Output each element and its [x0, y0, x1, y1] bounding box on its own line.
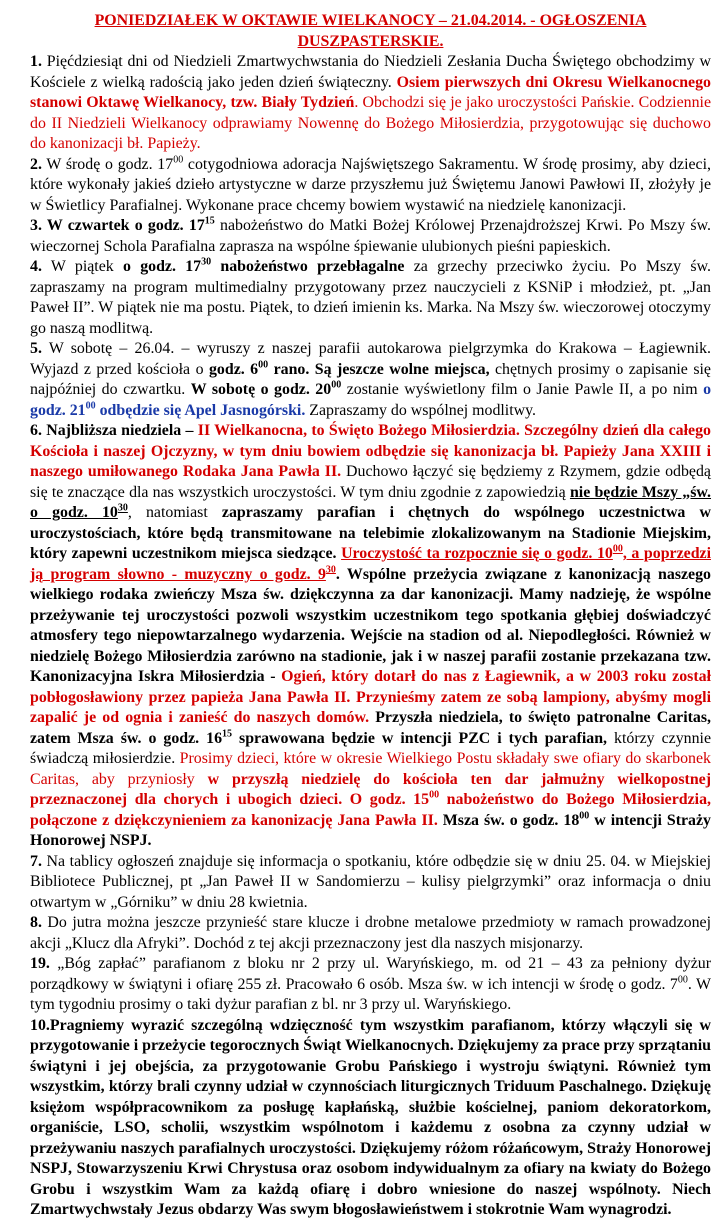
red-bold-text: nabożeństwo do Bożego Miłosierdzia, połączone z dziękczynieniem za kanonizację Jana Pawła II. — [30, 791, 711, 829]
announcement-3 — [30, 216, 711, 257]
item-number: 5. — [30, 340, 42, 357]
announcement-2 — [30, 155, 711, 217]
text: Duchowo łączyć się będziemy z Rzymem, gdzie odbędą się te znaczące dla nas wszystkich uroczystości. W tym dniu zgodnie z zapowiedzią — [30, 463, 711, 501]
bold-text: w intencji Straży Honorowej NSPJ. — [30, 811, 712, 849]
text: którzy czynnie świadczą miłosierdzie. — [30, 729, 712, 767]
announcement-19 — [30, 954, 711, 1016]
bold-text: nabożeństwo przebłagalne — [211, 258, 405, 275]
announcement-6 — [30, 421, 711, 852]
red-text: Prosimy dzieci, które w okresie Wielkiego Postu składały swe ofiary do skarbonek Caritas, aby przyniosły — [30, 750, 711, 788]
bold-text: o godz. 17 — [122, 258, 202, 275]
time-superscript: 00 — [612, 543, 623, 555]
item-number: 10. — [30, 1016, 50, 1034]
blue-bold-text: o godz. 21 — [30, 381, 712, 419]
bold-text: Najbliższa niedziela – — [41, 422, 198, 439]
red-underlined-text: , a poprzedzi ją program słowno - muzyczny o godz. 9 — [30, 545, 711, 583]
bold-text: Msza św. o godz. 18 — [437, 811, 580, 829]
red-bold-text: . Szczególny dzień dla całego Kościoła i naszej Ojczyzny, w tym dniu bowiem odbędzie się kanonizacja bł. Papieży Jana XXIII i naszego umiłowanego Rodaka Jana Pawła II. — [30, 422, 711, 480]
time-superscript: 30 — [201, 256, 212, 268]
item-number: 19. — [30, 955, 50, 972]
text: za grzechy przeciwko życiu. Po Mszy św. zapraszamy na program multimedialny przygotowany przez nauczycieli z KSNiP i młodzież, pt. „Jan Paweł II”. W piątek nie ma postu. Piątek, to dzień imienin ks. Marka. Na Mszy św. wieczorowej otoczymy go naszą modlitwą. — [30, 258, 711, 337]
text: nabożeństwo do Matki Bożej Królowej Przenajdroższej Krwi. Po Mszy św. wieczornej Schola Parafialna zaprasza na wspólne śpiewanie ulubionych pieśni papieskich. — [30, 217, 711, 255]
bold-text: sprawowana będzie w intencji PZC i tych parafian, — [232, 729, 608, 747]
red-bold-text: II Wielkanocna, to Święto Bożego Miłosierdzia — [197, 422, 516, 439]
text: , natomiast — [127, 504, 222, 521]
text: Na tablicy ogłoszeń znajduje się informacja o spotkaniu, które odbędzie się w dniu 25. 04. w Miejskiej Bibliotece Publicznej, pt „Jan Paweł II w Sandomierzu – kulisy pielgrzymki” oraz informacja o dniu otwartym w „Górniku” w dniu 28 kwietnia. — [30, 852, 711, 911]
time-superscript: 00 — [173, 154, 184, 166]
announcement-4 — [30, 257, 711, 339]
bold-text: W sobotę o godz. 20 — [190, 381, 332, 398]
time-superscript: 30 — [117, 502, 128, 514]
bold-text: zapraszamy parafian i chętnych do wspólnego uczestnictwa w uroczystościach, które będą transmitowane na telebimie zlokalizowanym na Stadionie Miejskim, który zapewni uczestnikom miejsca siedzące. — [30, 504, 711, 562]
text: W środę o godz. 17 — [41, 155, 174, 173]
bold-text: W czwartek o godz. 17 — [41, 217, 205, 234]
item-number: 7. — [30, 852, 42, 870]
announcement-8 — [30, 913, 711, 954]
announcement-7 — [30, 852, 711, 914]
red-bold-text: Ogień, który dotarł do nas z Łagiewnik, a w 2003 roku został pobłogosławiony przez papieża Jana Pawła II. Przynieśmy zatem ze sobą lampiony, abyśmy mogli zapalić je od ognia i zanieść do naszych domów. — [30, 668, 711, 726]
red-text: Codziennie do II Niedzieli Wielkanocy odprawiamy Nowennę do Bożego Miłosierdzia, przygotowując się duchowo do kanonizacji bł. Papieży. — [30, 94, 711, 152]
text: W piątek — [41, 258, 123, 275]
red-text: . Obchodzi się je jako uroczystości Pańskie. — [354, 94, 639, 111]
text: chętnych prosimy o zapisanie się najpóźniej do czwartku. — [30, 360, 711, 398]
bold-text: godz. 6 — [208, 360, 259, 378]
red-bold-text: w przyszłą niedzielę do kościoła ten dar jałmużny wielkopostnej przeznaczonej dla chorych i ubogich dzieci. O godz. 15 — [30, 770, 711, 808]
item-number: 3. — [30, 217, 42, 234]
text: „Bóg zapłać” parafianom z bloku nr 2 przy ul. Waryńskiego, m. od 21 – 43 za pełniony dyżur porządkowy w świątyni i ofiarę 255 zł. Pracowało 6 osób. Msza św. w ich intencji w środę o godz. 7 — [30, 955, 711, 993]
text: Zapraszamy do wspólnej modlitwy. — [305, 401, 536, 419]
time-superscript: 00 — [258, 359, 269, 371]
announcement-5 — [30, 339, 711, 421]
page-title: PONIEDZIAŁEK W OKTAWIE WIELKANOCY – 21.04.2014. - OGŁOSZENIA DUSZPASTERSKIE. — [94, 12, 647, 50]
bold-text: Przyszła niedziela, to święto patronalne Caritas, zatem Msza św. o godz. 16 — [30, 709, 712, 747]
time-superscript: 00 — [85, 400, 96, 412]
announcement-1 — [30, 52, 711, 155]
red-underlined-text: Uroczystość ta rozpocznie się o godz. 10 — [341, 545, 613, 562]
time-superscript: 00 — [677, 974, 688, 986]
time-superscript: 00 — [331, 379, 342, 391]
time-superscript: 15 — [204, 215, 215, 227]
text: zostanie wyświetlony film o Janie Pawle II, a po nim — [341, 381, 704, 398]
red-bold-text: Osiem pierwszych dni Okresu Wielkanocnego stanowi Oktawę Wielkanocy, tzw. Biały Tydzień — [30, 73, 711, 111]
bold-text: . Wspólne przeżycia związane z kanonizacją naszego wielkiego rodaka zwieńczy Msza św. dziękczynna za dar kanonizacji. Mamy nadzieję, że wspólne przeżywanie tej uroczystości pozwoli wszystkim uczestnikom tego spotkania głębiej doświadczyć atmosfery tego niepowtarzalnego wydarzenia. Wejście na stadion od al. Niepodległości. Również w niedzielę Bożego Miłosierdzia zarówno na stadionie, jak i w naszej parafii zostanie przekazana tzw. Kanonizacyjna Iskra Miłosierdzia - — [30, 565, 712, 685]
underlined-bold-text: nie będzie Mszy „św. o godz. 10 — [30, 483, 712, 521]
text: . W tym tygodniu prosimy o taki dyżur parafian z bl. nr 3 przy ul. Waryńskiego. — [30, 975, 711, 1013]
item-number: 8. — [30, 914, 42, 931]
announcement-10 — [30, 1016, 711, 1221]
text: W sobotę – 26.04. – wyruszy z naszej parafii autokarowa pielgrzymka do Krakowa – Łagiewnik. Wyjazd z przed kościoła o — [30, 340, 711, 378]
time-superscript: 15 — [222, 728, 233, 740]
text: cotygodniowa adoracja Najświętszego Sakramentu. W środę prosimy, aby dzieci, które wykonały jakieś dzieło artystyczne w darze przyszłemu już Świętemu Janowi Pawłowi II, złożyły je w Świetlicy Parafialnej. Wykonane prace chcemy bowiem wystawić na niedzielę kanonizacji. — [30, 155, 711, 214]
item-number: 4. — [30, 258, 42, 275]
time-superscript: 30 — [325, 564, 336, 576]
text: Do jutra można jeszcze przynieść stare klucze i drobne metalowe przedmioty w ramach prowadzonej akcji „Klucz dla Afryki”. Dochód z tej akcji przeznaczony jest dla naszych misjonarzy. — [30, 914, 711, 952]
item-number: 1. — [30, 53, 42, 70]
blue-bold-text: odbędzie się Apel Jasnogórski. — [95, 401, 306, 419]
time-superscript: 00 — [429, 789, 440, 801]
item-number: 6. — [30, 422, 42, 439]
time-superscript: 00 — [579, 810, 590, 822]
item-number: 2. — [30, 155, 42, 173]
bold-text: rano. Są jeszcze wolne miejsca, — [268, 360, 490, 378]
bold-text: Pragniemy wyrazić szczególną wdzięczność tym wszystkim parafianom, którzy włączyli się w przygotowanie i przeżycie tegorocznych Świąt Wielkanocnych. Dziękujemy za prace przy sprzątaniu świątyni i jej obejścia, za przygotowanie Grobu Pańskiego i wystroju świątyni. Również tym wszystkim, którzy brali czynny udział w czynnościach liturgicznych Triduum Paschalnego. Dziękuję księżom współpracownikom za posługę kapłańską, służbie kościelnej, paniom dekoratorkom, organiście, LSO, scholii, wszystkim wspólnotom i każdemu z osobna za czynny udział w przeżywaniu naszych parafialnych uroczystości. Dziękujemy różom różańcowym, Straży Honorowej NSPJ, Stowarzyszeniu Krwi Chrystusa oraz osobom indywidualnym za ofiary na kwiaty do Bożego Grobu i wszystkim Wam za każdą ofiarę i dobro wniesione do naszej wspólnoty. Niech Zmartwychwstały Jezus obdarzy Was swym błogosławieństwem i stokrotnie Wam wynagrodzi. — [30, 1016, 711, 1218]
text: Pięćdziesiąt dni od Niedzieli Zmartwychwstania do Niedzieli Zesłania Ducha Świętego obchodzimy w Kościele z wielką radością jako jeden dzień świąteczny. — [30, 53, 711, 91]
